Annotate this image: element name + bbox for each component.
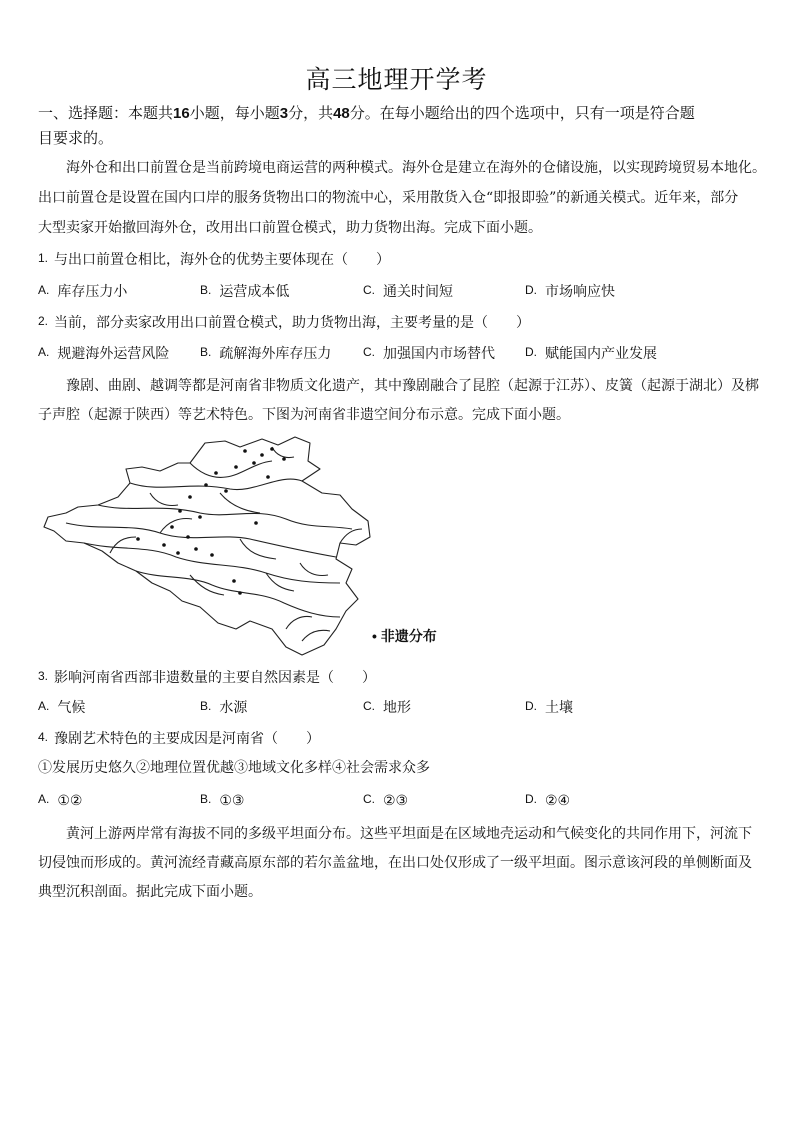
option-text: 疏解海外库存压力 [219,346,332,362]
question-4 [38,727,758,749]
question-number: 3. [38,669,49,683]
passage3-line: 典型沉积剖面。据此完成下面小题。 [38,884,262,900]
option-letter: A. [38,699,50,713]
passage3-line: 黄河上游两岸常有海拔不同的多级平坦面分布。这些平坦面是在区域地壳运动和气候变化的共同作用下，河流下 [66,826,752,842]
option-text: 市场响应快 [545,284,615,300]
option-letter: C. [363,345,375,359]
option-text: 加强国内市场替代 [383,346,495,362]
option-text: 水源 [219,700,248,716]
q4-option-d[interactable] [525,789,570,811]
option-letter: C. [363,792,375,806]
option-letter: D. [525,283,537,297]
option-text: ①③ [219,793,245,809]
option-letter: B. [200,699,212,713]
option-text: ②④ [545,793,571,809]
question-3 [38,666,758,688]
page-title: 高三地理开学考 [305,65,488,94]
passage2-line: 子声腔（起源于陕西）等艺术特色。下图为河南省非遗空间分布示意。完成下面小题。 [38,407,570,423]
option-text: 运营成本低 [219,284,290,300]
q3-option-c[interactable] [363,696,411,718]
q2-option-a[interactable] [38,342,169,364]
passage3-line: 切侵蚀而形成的。黄河流经青藏高原东部的若尔盖盆地，在出口处仅形成了一级平坦面。图示意该河段的单侧断面及 [38,855,752,871]
q2-option-c[interactable] [363,342,495,364]
question-number: 2. [38,314,49,328]
q4-option-c[interactable] [363,789,408,811]
question-text: 影响河南省西部非遗数量的主要自然因素是（ ） [54,670,377,686]
q4-option-a[interactable] [38,789,82,811]
option-letter: D. [525,699,537,713]
henan-heritage-map [40,433,380,658]
option-text: 地形 [383,700,411,716]
section-points: 3 [279,105,289,122]
map-legend-label: 非遗分布 [380,628,437,644]
province-outline [44,437,370,655]
option-letter: D. [525,792,537,806]
q2-option-d[interactable] [525,342,657,364]
question-number: 1. [38,251,49,265]
q1-option-a[interactable] [38,280,127,302]
q1-option-d[interactable] [525,280,615,302]
section-total: 48 [333,105,350,122]
section-count: 16 [173,105,190,122]
q2-option-b[interactable] [200,342,331,364]
option-letter: B. [200,792,212,806]
section-suffix: 分。在每小题给出的四个选项中，只有一项是符合题 [349,104,695,122]
q4-statements: ①发展历史悠久②地理位置优越③地域文化多样④社会需求众多 [38,760,430,776]
q1-option-c[interactable] [363,280,453,302]
option-letter: D. [525,345,537,359]
passage2-line: 豫剧、曲剧、越调等都是河南省非物质文化遗产，其中豫剧融合了昆腔（起源于江苏）、皮簧（起源于湖北）及梆 [66,378,759,394]
option-text: 通关时间短 [383,284,453,300]
question-text: 当前，部分卖家改用出口前置仓模式，助力货物出海，主要考量的是（ ） [54,315,531,331]
option-text: 气候 [57,700,86,716]
section-mid1: 小题，每小题 [189,104,280,122]
passage1-line: 出口前置仓是设置在国内口岸的服务货物出口的物流中心，采用散货入仓“即报即验”的新通关模式。近年来，部分 [38,190,739,206]
option-text: 赋能国内产业发展 [545,346,657,362]
option-text: ①② [57,793,83,809]
passage1-line: 大型卖家开始撤回海外仓，改用出口前置仓模式，助力货物出海。完成下面小题。 [38,220,542,236]
section-mid2: 分，共 [288,104,334,122]
q3-option-d[interactable] [525,696,573,718]
option-letter: C. [363,283,375,297]
option-text: ②③ [383,793,409,809]
map-legend: • 非遗分布 [372,628,437,644]
passage1-line: 海外仓和出口前置仓是当前跨境电商运营的两种模式。海外仓是建立在海外的仓储设施，以实现跨境贸易本地化。 [66,160,766,176]
question-number: 4. [38,730,49,744]
question-1 [38,248,758,270]
section-prefix: 一、选择题：本题共 [38,104,174,122]
option-text: 库存压力小 [57,284,128,300]
option-letter: B. [200,345,212,359]
question-text: 豫剧艺术特色的主要成因是河南省（ ） [54,731,321,747]
option-text: 土壤 [545,700,573,716]
option-letter: A. [38,792,50,806]
option-letter: A. [38,345,50,359]
section-instruction-line2: 目要求的。 [38,129,114,147]
q1-option-b[interactable] [200,280,289,302]
option-letter: A. [38,283,50,297]
option-letter: C. [363,699,375,713]
question-text: 与出口前置仓相比，海外仓的优势主要体现在（ ） [54,252,391,268]
section-instruction [38,103,758,124]
q3-option-b[interactable] [200,696,247,718]
option-text: 规避海外运营风险 [57,346,170,362]
option-letter: B. [200,283,212,297]
question-2 [38,311,758,333]
q4-option-b[interactable] [200,789,244,811]
q3-option-a[interactable] [38,696,85,718]
